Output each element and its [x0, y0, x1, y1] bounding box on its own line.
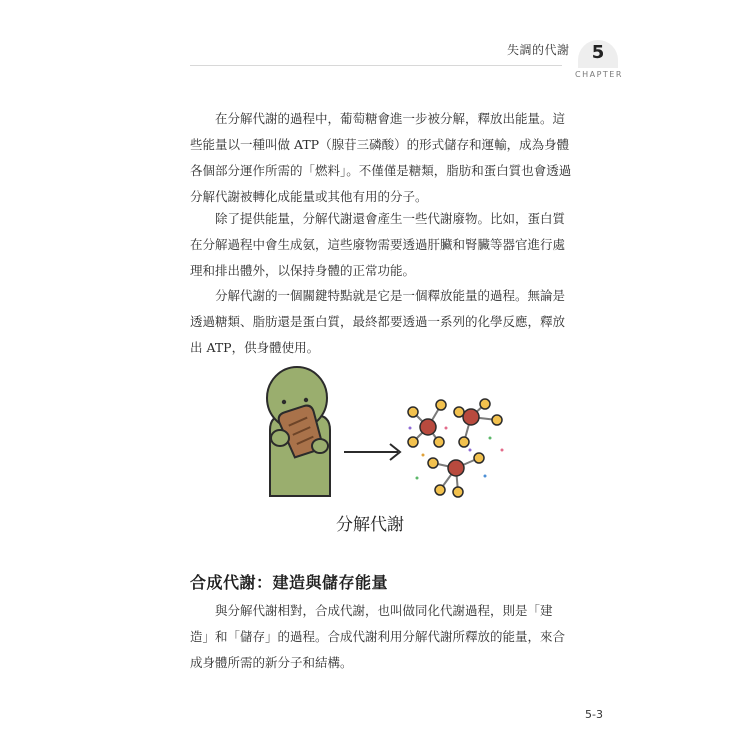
chapter-number: 5	[591, 42, 605, 63]
body-paragraph-2	[190, 206, 572, 284]
text-line: 透過糖類、脂肪還是蛋白質，最終都要透過一系列的化學反應，釋放	[190, 314, 566, 329]
section-paragraph	[190, 598, 572, 676]
molecules-icon	[413, 404, 497, 492]
text-line: 除了提供能量，分解代謝還會產生一些代謝廢物。比如，蛋白質	[215, 211, 566, 226]
text-line: 各個部分運作所需的「燃料」。不僅僅是糖類，脂肪和蛋白質也會透過	[190, 163, 572, 178]
header-rule	[190, 65, 562, 66]
body-paragraph-1	[190, 106, 572, 210]
figure-caption: 分解代謝	[336, 515, 404, 535]
chapter-label: CHAPTER	[575, 70, 623, 79]
body-paragraph-3	[190, 283, 572, 361]
atoms	[408, 399, 502, 497]
text-line: 造」和「儲存」的過程。合成代謝利用分解代謝所釋放的能量，來合	[190, 629, 566, 644]
text-line: 些能量以一種叫做 ATP（腺苷三磷酸）的形式儲存和運輸，成為身體	[190, 137, 570, 152]
page-number: 5-3	[585, 708, 603, 721]
text-line: 成身體所需的新分子和結構。	[190, 655, 353, 670]
text-line: 在分解代謝的過程中，葡萄糖會進一步被分解，釋放出能量。這	[215, 111, 566, 126]
section-heading: 合成代謝：建造與儲存能量	[190, 573, 389, 592]
text-line: 在分解過程中會生成氨，這些廢物需要透過肝臟和腎臟等器官進行處	[190, 237, 566, 252]
chapter-title: 失調的代謝	[507, 43, 570, 57]
text-line: 理和排出體外，以保持身體的正常功能。	[190, 263, 416, 278]
text-line: 出 ATP，供身體使用。	[190, 340, 320, 355]
catabolism-illustration	[240, 360, 530, 510]
text-line: 與分解代謝相對，合成代謝，也叫做同化代謝過程，則是「建	[215, 603, 553, 618]
character-eating-bread	[267, 367, 330, 496]
text-line: 分解代謝的一個關鍵特點就是它是一個釋放能量的過程。無論是	[215, 288, 566, 303]
text-line: 分解代謝被轉化成能量或其他有用的分子。	[190, 189, 428, 204]
arrow-right-icon	[344, 444, 400, 460]
